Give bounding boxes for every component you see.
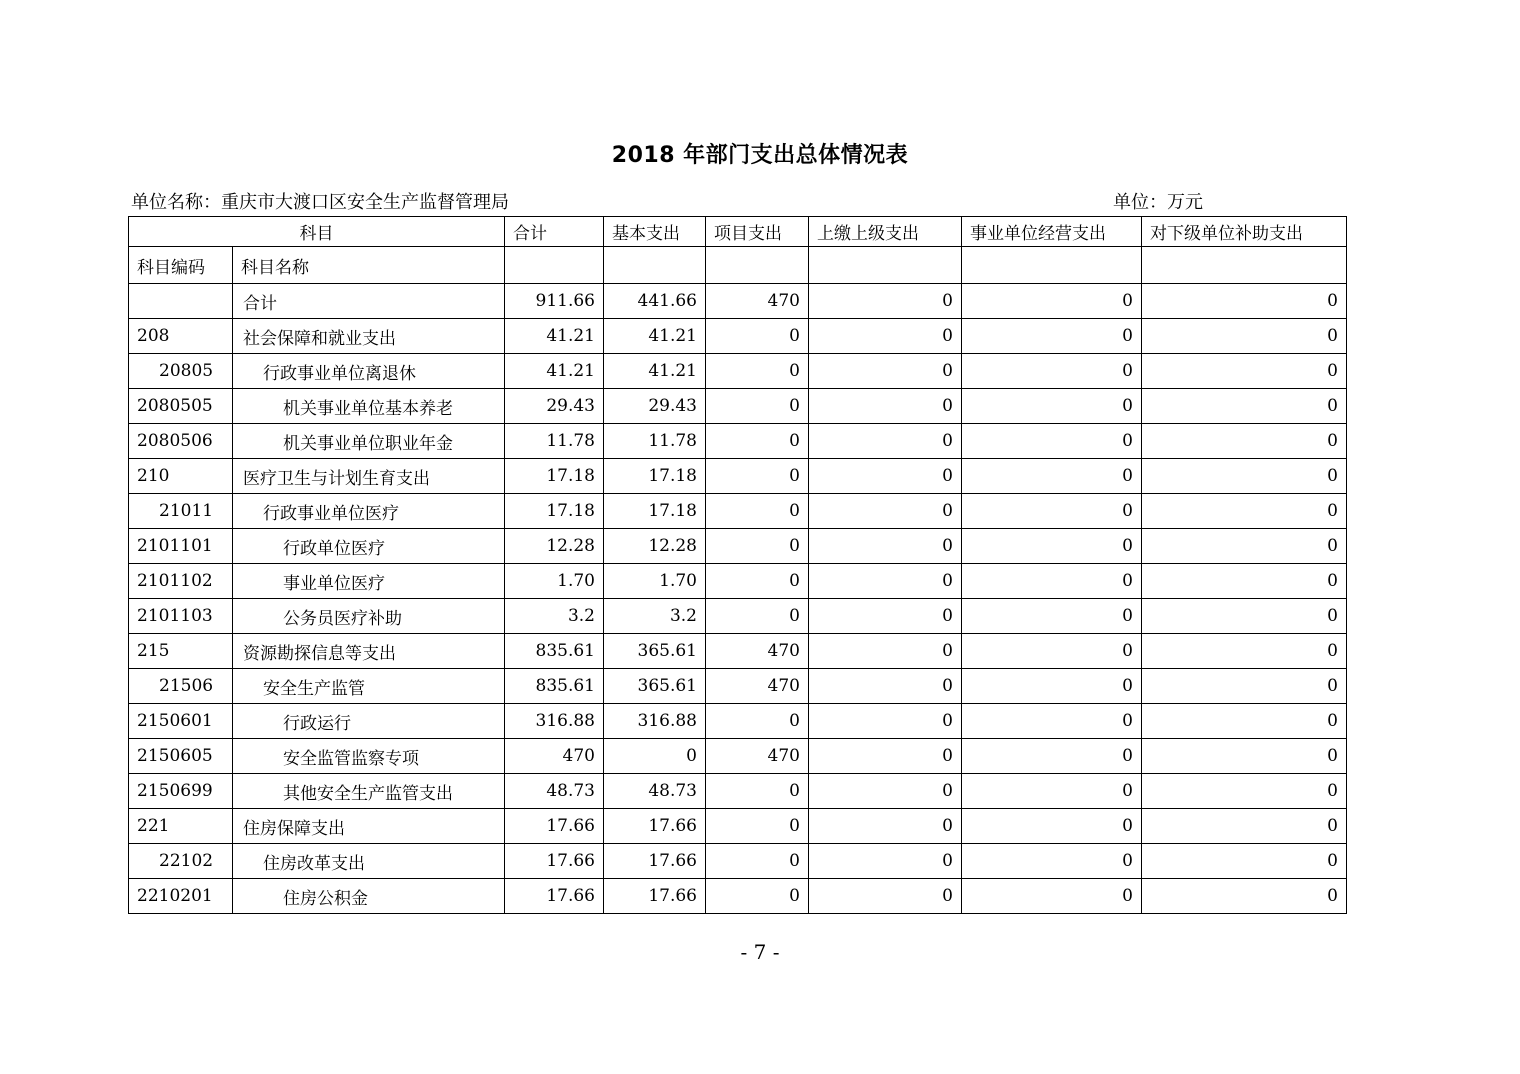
row-project: 0 xyxy=(706,564,809,599)
row-basic: 1.70 xyxy=(604,564,706,599)
row-project: 0 xyxy=(706,529,809,564)
row-project: 0 xyxy=(706,319,809,354)
table-row xyxy=(129,424,1347,459)
row-upper: 0 xyxy=(809,284,962,319)
row-name: 公务员医疗补助 xyxy=(233,599,505,634)
row-upper: 0 xyxy=(809,599,962,634)
row-name: 安全监管监察专项 xyxy=(233,739,505,774)
row-name: 安全生产监管 xyxy=(233,669,505,704)
header-upper: 上缴上级支出 xyxy=(809,217,962,247)
row-project: 0 xyxy=(706,879,809,914)
row-subsidy: 0 xyxy=(1142,354,1347,389)
row-upper: 0 xyxy=(809,354,962,389)
row-subsidy: 0 xyxy=(1142,494,1347,529)
row-subsidy: 0 xyxy=(1142,774,1347,809)
expenditure-table xyxy=(128,216,1347,914)
row-basic: 29.43 xyxy=(604,389,706,424)
table-row xyxy=(129,669,1347,704)
row-business: 0 xyxy=(962,424,1142,459)
row-subsidy: 0 xyxy=(1142,424,1347,459)
row-code: 2150601 xyxy=(129,704,233,739)
row-total: 17.18 xyxy=(505,494,604,529)
row-basic: 17.18 xyxy=(604,494,706,529)
row-code: 2080506 xyxy=(129,424,233,459)
row-code: 21011 xyxy=(129,494,233,529)
row-business: 0 xyxy=(962,704,1142,739)
row-upper: 0 xyxy=(809,844,962,879)
table-body xyxy=(129,284,1347,914)
row-upper: 0 xyxy=(809,564,962,599)
row-total: 48.73 xyxy=(505,774,604,809)
row-subsidy: 0 xyxy=(1142,564,1347,599)
row-name: 社会保障和就业支出 xyxy=(233,319,505,354)
row-code: 208 xyxy=(129,319,233,354)
row-total: 11.78 xyxy=(505,424,604,459)
unit-name-label: 单位名称：重庆市大渡口区安全生产监督管理局 xyxy=(131,192,509,213)
row-upper: 0 xyxy=(809,739,962,774)
row-project: 0 xyxy=(706,494,809,529)
row-code: 2150699 xyxy=(129,774,233,809)
row-project: 0 xyxy=(706,704,809,739)
row-total: 835.61 xyxy=(505,634,604,669)
row-upper: 0 xyxy=(809,389,962,424)
row-basic: 41.21 xyxy=(604,319,706,354)
row-name: 行政事业单位离退休 xyxy=(233,354,505,389)
row-code: 2101101 xyxy=(129,529,233,564)
row-basic: 48.73 xyxy=(604,774,706,809)
row-total: 470 xyxy=(505,739,604,774)
row-name: 行政事业单位医疗 xyxy=(233,494,505,529)
row-business: 0 xyxy=(962,494,1142,529)
header-total: 合计 xyxy=(505,217,604,247)
row-name: 行政单位医疗 xyxy=(233,529,505,564)
row-project: 0 xyxy=(706,774,809,809)
table-row xyxy=(129,529,1347,564)
table-row xyxy=(129,284,1347,319)
row-name: 住房公积金 xyxy=(233,879,505,914)
row-business: 0 xyxy=(962,669,1142,704)
row-business: 0 xyxy=(962,844,1142,879)
table-row xyxy=(129,774,1347,809)
table-row xyxy=(129,739,1347,774)
row-upper: 0 xyxy=(809,774,962,809)
row-basic: 17.66 xyxy=(604,809,706,844)
row-code: 2101103 xyxy=(129,599,233,634)
row-business: 0 xyxy=(962,389,1142,424)
row-business: 0 xyxy=(962,564,1142,599)
table-row xyxy=(129,809,1347,844)
row-basic: 17.18 xyxy=(604,459,706,494)
row-subsidy: 0 xyxy=(1142,389,1347,424)
table-row xyxy=(129,879,1347,914)
row-subsidy: 0 xyxy=(1142,634,1347,669)
row-upper: 0 xyxy=(809,459,962,494)
table-row xyxy=(129,389,1347,424)
row-name: 资源勘探信息等支出 xyxy=(233,634,505,669)
row-total: 17.66 xyxy=(505,809,604,844)
table-row xyxy=(129,354,1347,389)
row-upper: 0 xyxy=(809,809,962,844)
header-project: 项目支出 xyxy=(706,217,809,247)
table-row xyxy=(129,459,1347,494)
row-basic: 17.66 xyxy=(604,879,706,914)
table-row xyxy=(129,844,1347,879)
row-subsidy: 0 xyxy=(1142,284,1347,319)
row-business: 0 xyxy=(962,634,1142,669)
row-total: 17.66 xyxy=(505,879,604,914)
row-subsidy: 0 xyxy=(1142,879,1347,914)
table-row xyxy=(129,704,1347,739)
table-row xyxy=(129,494,1347,529)
currency-unit-label: 单位：万元 xyxy=(1113,192,1203,213)
row-business: 0 xyxy=(962,319,1142,354)
page-number: - 7 - xyxy=(740,940,780,964)
row-upper: 0 xyxy=(809,669,962,704)
row-basic: 11.78 xyxy=(604,424,706,459)
row-total: 316.88 xyxy=(505,704,604,739)
row-total: 3.2 xyxy=(505,599,604,634)
row-subsidy: 0 xyxy=(1142,739,1347,774)
row-total: 911.66 xyxy=(505,284,604,319)
header-subject: 科目 xyxy=(129,217,505,247)
row-total: 29.43 xyxy=(505,389,604,424)
row-project: 0 xyxy=(706,599,809,634)
header-row-sub xyxy=(129,247,1347,284)
row-code: 21506 xyxy=(129,669,233,704)
row-total: 1.70 xyxy=(505,564,604,599)
row-project: 0 xyxy=(706,459,809,494)
row-subsidy: 0 xyxy=(1142,599,1347,634)
row-name: 机关事业单位职业年金 xyxy=(233,424,505,459)
row-subsidy: 0 xyxy=(1142,669,1347,704)
row-business: 0 xyxy=(962,284,1142,319)
row-business: 0 xyxy=(962,774,1142,809)
row-business: 0 xyxy=(962,529,1142,564)
header-code: 科目编码 xyxy=(129,247,233,284)
row-total: 41.21 xyxy=(505,354,604,389)
table-row xyxy=(129,319,1347,354)
row-total: 17.66 xyxy=(505,844,604,879)
row-upper: 0 xyxy=(809,704,962,739)
row-code: 221 xyxy=(129,809,233,844)
row-code: 2080505 xyxy=(129,389,233,424)
row-project: 470 xyxy=(706,739,809,774)
row-project: 470 xyxy=(706,284,809,319)
row-project: 0 xyxy=(706,424,809,459)
row-subsidy: 0 xyxy=(1142,809,1347,844)
row-subsidy: 0 xyxy=(1142,319,1347,354)
row-code: 210 xyxy=(129,459,233,494)
row-project: 470 xyxy=(706,669,809,704)
row-project: 0 xyxy=(706,354,809,389)
row-business: 0 xyxy=(962,739,1142,774)
row-subsidy: 0 xyxy=(1142,459,1347,494)
row-business: 0 xyxy=(962,354,1142,389)
row-code: 215 xyxy=(129,634,233,669)
row-code: 2210201 xyxy=(129,879,233,914)
header-basic: 基本支出 xyxy=(604,217,706,247)
row-name: 事业单位医疗 xyxy=(233,564,505,599)
row-code: 20805 xyxy=(129,354,233,389)
header-name: 科目名称 xyxy=(233,247,505,284)
row-upper: 0 xyxy=(809,529,962,564)
row-basic: 365.61 xyxy=(604,669,706,704)
row-upper: 0 xyxy=(809,879,962,914)
row-name: 住房改革支出 xyxy=(233,844,505,879)
row-project: 0 xyxy=(706,809,809,844)
row-business: 0 xyxy=(962,879,1142,914)
row-total: 17.18 xyxy=(505,459,604,494)
row-business: 0 xyxy=(962,809,1142,844)
row-code: 2101102 xyxy=(129,564,233,599)
row-basic: 316.88 xyxy=(604,704,706,739)
row-total: 41.21 xyxy=(505,319,604,354)
row-name: 合计 xyxy=(233,284,505,319)
row-project: 0 xyxy=(706,844,809,879)
header-business: 事业单位经营支出 xyxy=(962,217,1142,247)
row-subsidy: 0 xyxy=(1142,704,1347,739)
row-code xyxy=(129,284,233,319)
row-basic: 17.66 xyxy=(604,844,706,879)
row-basic: 3.2 xyxy=(604,599,706,634)
row-business: 0 xyxy=(962,459,1142,494)
row-basic: 365.61 xyxy=(604,634,706,669)
row-name: 医疗卫生与计划生育支出 xyxy=(233,459,505,494)
row-name: 行政运行 xyxy=(233,704,505,739)
row-name: 机关事业单位基本养老 xyxy=(233,389,505,424)
row-name: 其他安全生产监管支出 xyxy=(233,774,505,809)
row-basic: 12.28 xyxy=(604,529,706,564)
row-total: 835.61 xyxy=(505,669,604,704)
row-upper: 0 xyxy=(809,424,962,459)
header-subsidy: 对下级单位补助支出 xyxy=(1142,217,1347,247)
row-upper: 0 xyxy=(809,319,962,354)
row-business: 0 xyxy=(962,599,1142,634)
row-project: 470 xyxy=(706,634,809,669)
row-upper: 0 xyxy=(809,494,962,529)
row-subsidy: 0 xyxy=(1142,529,1347,564)
header-row-main xyxy=(129,217,1347,247)
row-subsidy: 0 xyxy=(1142,844,1347,879)
table-row xyxy=(129,634,1347,669)
row-upper: 0 xyxy=(809,634,962,669)
row-code: 2150605 xyxy=(129,739,233,774)
row-project: 0 xyxy=(706,389,809,424)
row-total: 12.28 xyxy=(505,529,604,564)
row-basic: 41.21 xyxy=(604,354,706,389)
table-row xyxy=(129,599,1347,634)
table-row xyxy=(129,564,1347,599)
row-name: 住房保障支出 xyxy=(233,809,505,844)
row-basic: 0 xyxy=(604,739,706,774)
row-code: 22102 xyxy=(129,844,233,879)
page-title: 2018 年部门支出总体情况表 xyxy=(611,143,909,168)
row-basic: 441.66 xyxy=(604,284,706,319)
